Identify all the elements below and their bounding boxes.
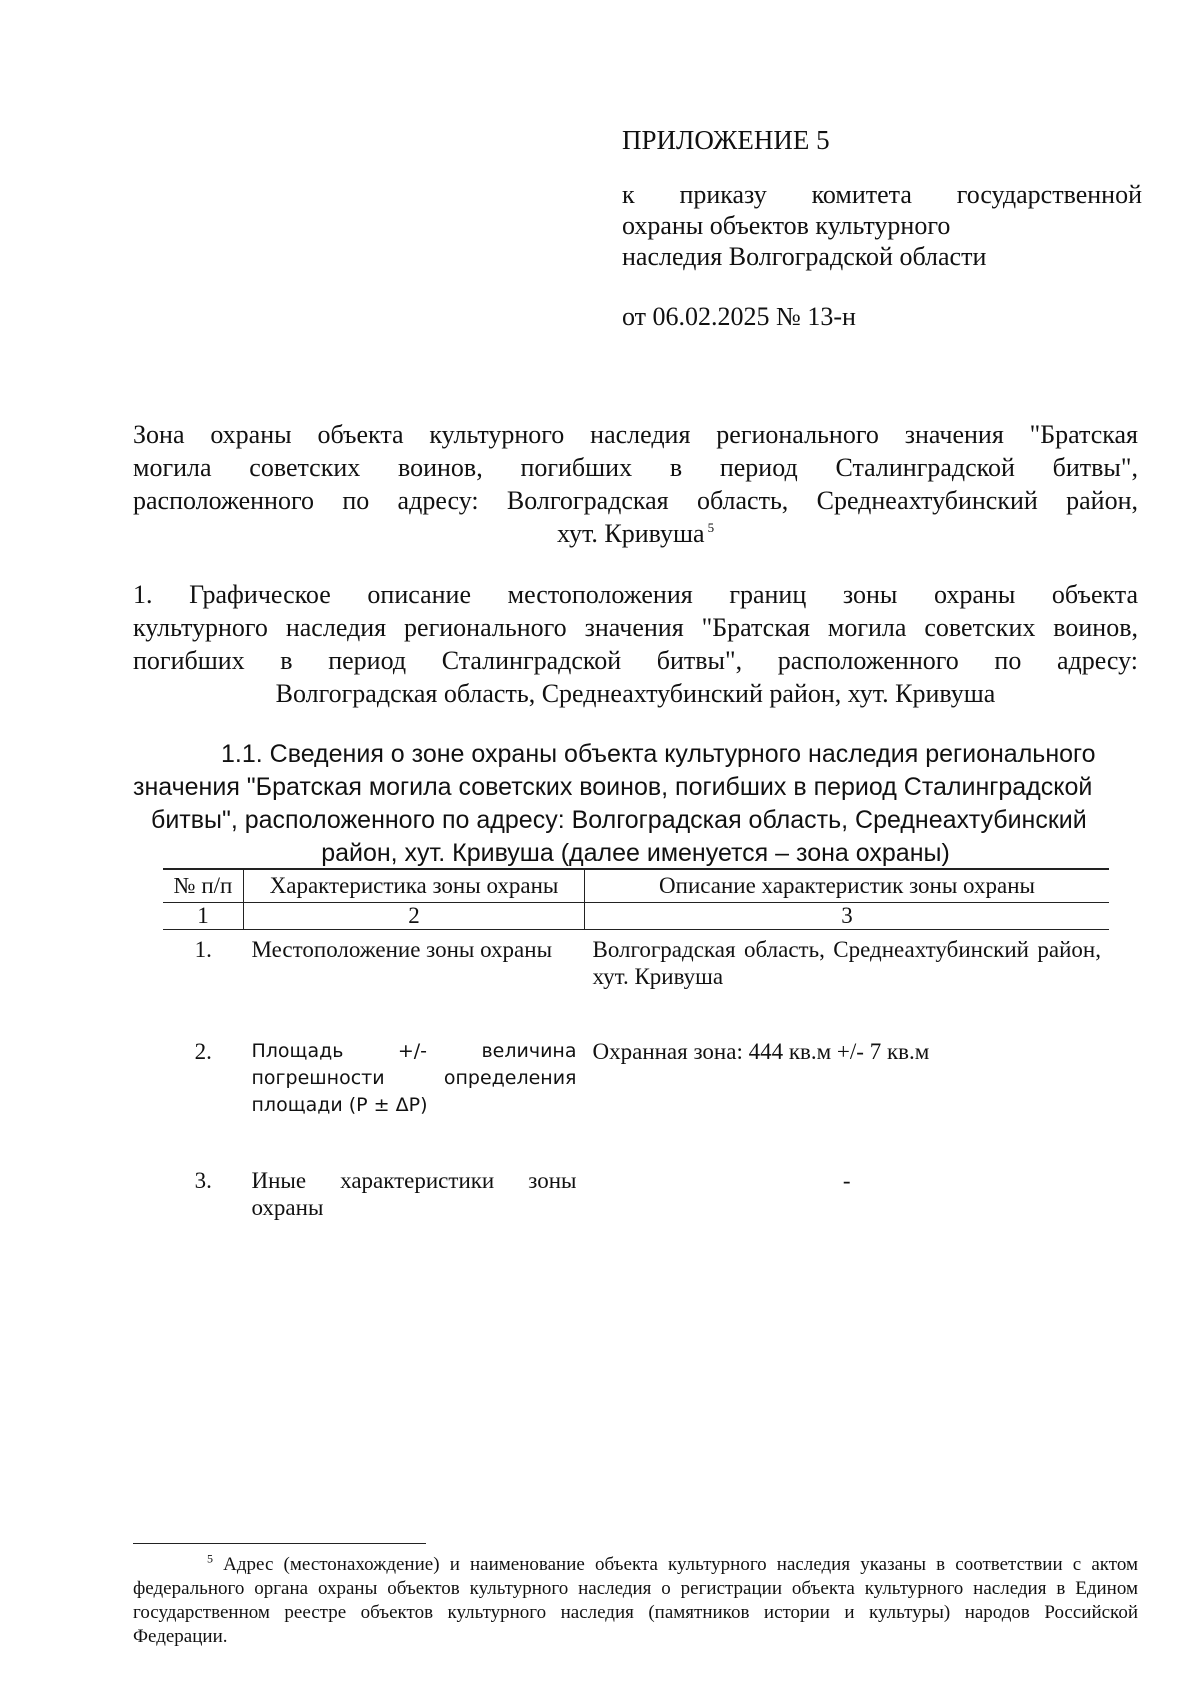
table-row bbox=[163, 930, 1109, 1033]
heading-line-2: могила советских воинов, погибших в период Сталинградской битвы", bbox=[133, 453, 1138, 482]
column-number-3: 3 bbox=[585, 903, 1110, 930]
footnote-separator bbox=[133, 1543, 426, 1544]
annex-line-2: охраны объектов культурного bbox=[622, 211, 951, 240]
row-characteristic: Местоположение зоны охраны bbox=[251, 937, 553, 962]
footnote-reference: 5 bbox=[707, 520, 715, 536]
annex-block bbox=[622, 125, 1142, 332]
row-characteristic-line-2: погрешности определения bbox=[251, 1067, 577, 1089]
annex-line-1: к приказу комитета государственной bbox=[622, 180, 1142, 209]
annex-title: ПРИЛОЖЕНИЕ 5 bbox=[622, 125, 830, 155]
row-number: 3. bbox=[194, 1168, 212, 1193]
row-number: 1. bbox=[194, 937, 212, 962]
section-1-1-line-2: значения "Братская могила советских воинов, погибших в период Сталинградской bbox=[133, 773, 1093, 801]
row-number: 2. bbox=[194, 1039, 212, 1064]
row-characteristic bbox=[244, 1161, 585, 1263]
row-description: Охранная зона: 444 кв.м +/- 7 кв.м bbox=[592, 1039, 930, 1064]
table-column-numbers-row bbox=[163, 903, 1109, 930]
section-1-line-3: погибших в период Сталинградской битвы", расположенного по адресу: bbox=[133, 646, 1138, 675]
header-characteristic: Характеристика зоны охраны bbox=[244, 869, 585, 903]
zone-table bbox=[163, 868, 1109, 1263]
section-1-1-line-1: 1.1. Сведения о зоне охраны объекта культурного наследия регионального bbox=[221, 740, 1096, 768]
annex-line-3: наследия Волгоградской области bbox=[622, 242, 987, 271]
section-1-heading bbox=[133, 578, 1138, 710]
table-row bbox=[163, 1032, 1109, 1161]
footnote-mark: 5 bbox=[207, 1551, 213, 1566]
row-characteristic-line-2: охраны bbox=[251, 1195, 324, 1220]
heading-line-3: расположенного по адресу: Волгоградская область, Среднеахтубинский район, bbox=[133, 486, 1138, 515]
row-description: - bbox=[842, 1168, 851, 1193]
section-1-1-heading bbox=[133, 738, 1138, 870]
section-1-line-1: 1. Графическое описание местоположения границ зоны охраны объекта bbox=[133, 580, 1138, 609]
column-number-2: 2 bbox=[244, 903, 585, 930]
table-header-row bbox=[163, 869, 1109, 903]
heading-line-4 bbox=[133, 517, 1138, 550]
section-1-line-4: Волгоградская область, Среднеахтубинский район, хут. Кривуша bbox=[275, 679, 996, 708]
heading-line-1: Зона охраны объекта культурного наследия регионального значения "Братская bbox=[133, 420, 1138, 449]
heading-line-4-text: хут. Кривуша bbox=[556, 519, 705, 548]
column-number-1: 1 bbox=[163, 903, 244, 930]
section-1-1-line-4: район, хут. Кривуша (далее именуется – зона охраны) bbox=[321, 839, 950, 867]
table-row bbox=[163, 1161, 1109, 1263]
row-characteristic-line-3: площади (P ± ΔP) bbox=[251, 1094, 428, 1116]
document-heading bbox=[133, 418, 1138, 550]
footnote-text: Адрес (местонахождение) и наименование объекта культурного наследия указаны в соответствии с актом федерального органа охраны объектов культурного наследия о регистрации объекта культурного наследия в Едином государственном реестре объектов культурного наследия (памятников истории и культуры) народов Российской Федерации. bbox=[133, 1554, 1139, 1647]
header-description: Описание характеристик зоны охраны bbox=[585, 869, 1110, 903]
section-1-line-2: культурного наследия регионального значения "Братская могила советских воинов, bbox=[133, 613, 1138, 642]
footnote bbox=[133, 1553, 1138, 1649]
annex-date: от 06.02.2025 № 13-н bbox=[622, 302, 856, 331]
row-description: Волгоградская область, Среднеахтубинский район, хут. Кривуша bbox=[592, 937, 1101, 989]
section-1-1-line-3: битвы", расположенного по адресу: Волгоградская область, Среднеахтубинский bbox=[151, 806, 1087, 834]
row-characteristic-line-1: Иные характеристики зоны bbox=[251, 1168, 577, 1193]
header-number: № п/п bbox=[163, 869, 244, 903]
row-characteristic-line-1: Площадь +/- величина bbox=[251, 1040, 577, 1062]
row-characteristic bbox=[244, 1032, 585, 1161]
